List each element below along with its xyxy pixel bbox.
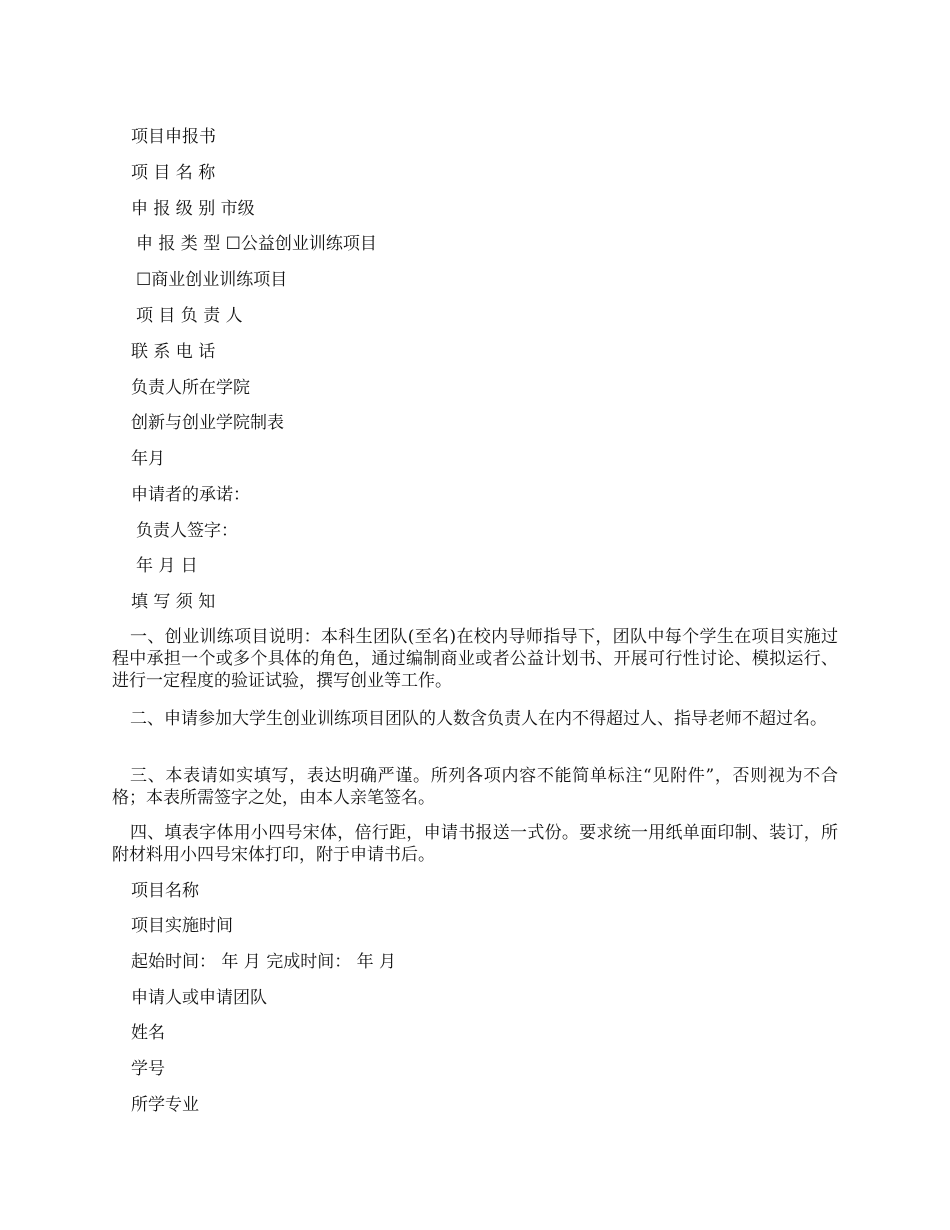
- form-project-name-label: 项目名称: [131, 881, 199, 901]
- instruction-item-2: 二、申请参加大学生创业训练项目团队的人数含负责人在内不得超过人、指导老师不超过名。: [130, 709, 827, 729]
- time-range-label: 起始时间： 年 月 完成时间： 年 月: [131, 952, 397, 972]
- application-type-public-option: 申 报 类 型 ☐公益创业训练项目: [136, 234, 377, 254]
- applicant-team-label: 申请人或申请团队: [131, 988, 267, 1008]
- instruction-item-4: 四、填表字体用小四号宋体，倍行距，申请书报送一式份。要求统一用纸单面印制、装订，所附材料用小四号宋体打印，附于申请书后。: [112, 823, 838, 865]
- cover-date-label: 年月: [131, 449, 165, 469]
- document-title: 项目申报书: [131, 127, 216, 147]
- implementation-time-label: 项目实施时间: [131, 916, 233, 936]
- application-level-label: 申 报 级 别 市级: [131, 199, 255, 219]
- leader-college-label: 负责人所在学院: [131, 378, 250, 398]
- instructions-heading: 填 写 须 知: [131, 592, 216, 612]
- pledge-heading: 申请者的承诺：: [131, 485, 250, 505]
- made-by-label: 创新与创业学院制表: [131, 413, 284, 433]
- instruction-item-3: 三、本表请如实填写，表达明确严谨。所列各项内容不能简单标注“见附件”，否则视为不合格；本表所需签字之处，由本人亲笔签名。: [112, 766, 838, 808]
- project-leader-label: 项 目 负 责 人: [136, 306, 243, 326]
- project-name-label: 项 目 名 称: [131, 163, 216, 183]
- instruction-item-1: 一、创业训练项目说明：本科生团队(至名)在校内导师指导下，团队中每个学生在项目实施过程中承担一个或多个具体的角色，通过编制商业或者公益计划书、开展可行性讨论、模拟运行、进行一定程度的验证试验，撰写创业等工作。: [112, 627, 838, 691]
- contact-phone-label: 联 系 电 话: [131, 342, 216, 362]
- major-label: 所学专业: [131, 1095, 199, 1115]
- student-id-label: 学号: [131, 1059, 165, 1079]
- leader-signature-label: 负责人签字：: [136, 521, 238, 541]
- application-type-business-option: ☐商业创业训练项目: [136, 270, 288, 290]
- name-label: 姓名: [131, 1023, 165, 1043]
- signature-date-label: 年 月 日: [136, 556, 198, 576]
